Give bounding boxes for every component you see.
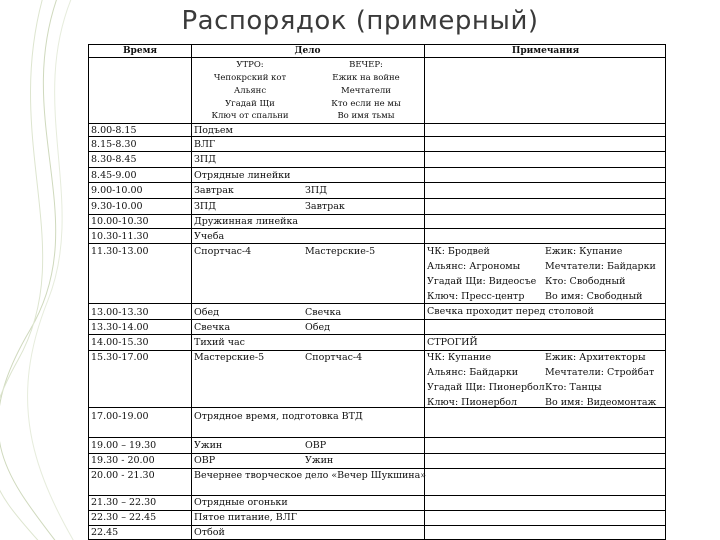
row-time: 9.30-10.00	[91, 201, 143, 212]
note-left: Ключ: Пресс-центр	[427, 291, 525, 302]
row-activity-alt: Завтрак	[305, 201, 345, 212]
row-time: 8.15-8.30	[91, 139, 137, 150]
note-right: Во имя: Видеомонтаж	[545, 397, 657, 408]
grid-line	[89, 319, 665, 320]
grid-line	[89, 167, 665, 168]
evening-squad: Мечтатели	[341, 86, 391, 96]
row-activity: Отрядные линейки	[194, 170, 291, 181]
row-time: 15.30-17.00	[91, 352, 149, 363]
grid-line	[89, 214, 665, 215]
note-right: Во имя: Свободный	[545, 291, 643, 302]
grid-line	[89, 453, 665, 454]
row-activity-alt: ОВР	[305, 440, 327, 451]
row-activity-alt: Мастерские-5	[305, 246, 376, 257]
row-activity-alt: Спортчас-4	[305, 352, 363, 363]
row-time: 14.00-15.30	[91, 337, 149, 348]
evening-label: ВЕЧЕР:	[349, 60, 383, 70]
grid-line	[89, 468, 665, 469]
row-activity-alt: ЗПД	[305, 185, 327, 196]
row-activity: ЗПД	[194, 201, 216, 212]
note-left: Альянс: Агрономы	[427, 261, 521, 272]
row-activity: ЗПД	[194, 154, 216, 165]
grid-line	[89, 243, 665, 244]
note-left: Угадай Щи: Видеосъе	[427, 276, 537, 287]
grid-line	[89, 228, 665, 229]
note-left: ЧК: Купание	[427, 352, 492, 363]
note-left: Угадай Щи: Пионербол	[427, 382, 545, 393]
row-time: 10.30-11.30	[91, 231, 149, 242]
row-activity: Дружинная линейка	[194, 216, 299, 227]
grid-line	[89, 57, 665, 58]
row-activity: ОВР	[194, 455, 216, 466]
note-left: Ключ: Пионербол	[427, 397, 518, 408]
morning-squad: Альянс	[233, 86, 267, 96]
row-activity: Свечка	[194, 322, 231, 333]
grid-line	[89, 495, 665, 496]
note-candle: Свечка проходит перед столовой	[427, 306, 594, 317]
grid-line	[89, 525, 665, 526]
row-activity: Учеба	[194, 231, 225, 242]
row-activity: ВЛГ	[194, 139, 216, 150]
grid-line	[89, 437, 665, 438]
row-activity: Тихий час	[194, 337, 245, 348]
header-time: Время	[122, 46, 158, 56]
note-right: Ежик: Архитекторы	[545, 352, 646, 363]
row-time: 9.00-10.00	[91, 185, 143, 196]
header-notes: Примечания	[511, 46, 580, 56]
row-activity: Вечернее творческое дело «Вечер Шукшина»	[194, 470, 427, 481]
row-time: 19.30 - 20.00	[91, 455, 155, 466]
row-activity: Спортчас-4	[194, 246, 252, 257]
row-activity: Отбой	[194, 527, 225, 538]
row-time: 21.30 – 22.30	[91, 497, 157, 508]
grid-line	[89, 198, 665, 199]
row-activity: Завтрак	[194, 185, 234, 196]
grid-line	[89, 123, 665, 124]
evening-squad: Во имя тьмы	[337, 111, 395, 121]
row-activity: Отрядное время, подготовка ВТД	[194, 411, 363, 422]
row-time: 22.30 – 22.45	[91, 512, 157, 523]
row-time: 11.30-13.00	[91, 246, 149, 257]
row-time: 13.30-14.00	[91, 322, 149, 333]
decorative-swirl	[0, 0, 90, 540]
row-time: 8.00-8.15	[91, 125, 137, 136]
row-activity-alt: Ужин	[305, 455, 334, 466]
row-activity-alt: Свечка	[305, 307, 342, 318]
evening-squad: Ежик на войне	[332, 73, 400, 83]
grid-line	[89, 182, 665, 183]
row-time: 22.45	[91, 527, 119, 538]
schedule-table	[88, 44, 666, 540]
note-strict-label: СТРОГИЙ	[427, 337, 478, 348]
row-activity: Мастерские-5	[194, 352, 265, 363]
row-activity: Обед	[194, 307, 219, 318]
grid-line	[89, 151, 665, 152]
row-time: 10.00-10.30	[91, 216, 149, 227]
note-left: Альянс: Байдарки	[427, 367, 519, 378]
row-time: 13.00-13.30	[91, 307, 149, 318]
grid-line	[89, 350, 665, 351]
row-time: 20.00 - 21.30	[91, 470, 155, 481]
evening-squad: Кто если не мы	[331, 99, 401, 109]
note-right: Мечтатели: Стройбат	[545, 367, 655, 378]
grid-line	[89, 303, 665, 304]
row-activity-alt: Обед	[305, 322, 330, 333]
note-left: ЧК: Бродвей	[427, 246, 490, 257]
header-activity: Дело	[294, 46, 321, 56]
row-time: 19.00 – 19.30	[91, 440, 157, 451]
row-activity: Отрядные огоньки	[194, 497, 288, 508]
row-time: 8.30-8.45	[91, 154, 137, 165]
note-right: Ежик: Купание	[545, 246, 623, 257]
row-activity: Подъем	[194, 125, 233, 136]
morning-label: УТРО:	[236, 60, 264, 70]
morning-squad: Ключ от спальни	[211, 111, 289, 121]
grid-line	[89, 510, 665, 511]
page-title: Распорядок (примерный)	[181, 6, 539, 36]
note-right: Кто: Танцы	[545, 382, 602, 393]
grid-line	[89, 136, 665, 137]
row-time: 8.45-9.00	[91, 170, 137, 181]
row-activity: Ужин	[194, 440, 223, 451]
note-right: Мечтатели: Байдарки	[545, 261, 656, 272]
note-right: Кто: Свободный	[545, 276, 626, 287]
row-activity: Пятое питание, ВЛГ	[194, 512, 298, 523]
morning-squad: Угадай Щи	[225, 99, 275, 109]
row-time: 17.00-19.00	[91, 411, 149, 422]
morning-squad: Чепокрский кот	[213, 73, 287, 83]
grid-line	[89, 334, 665, 335]
